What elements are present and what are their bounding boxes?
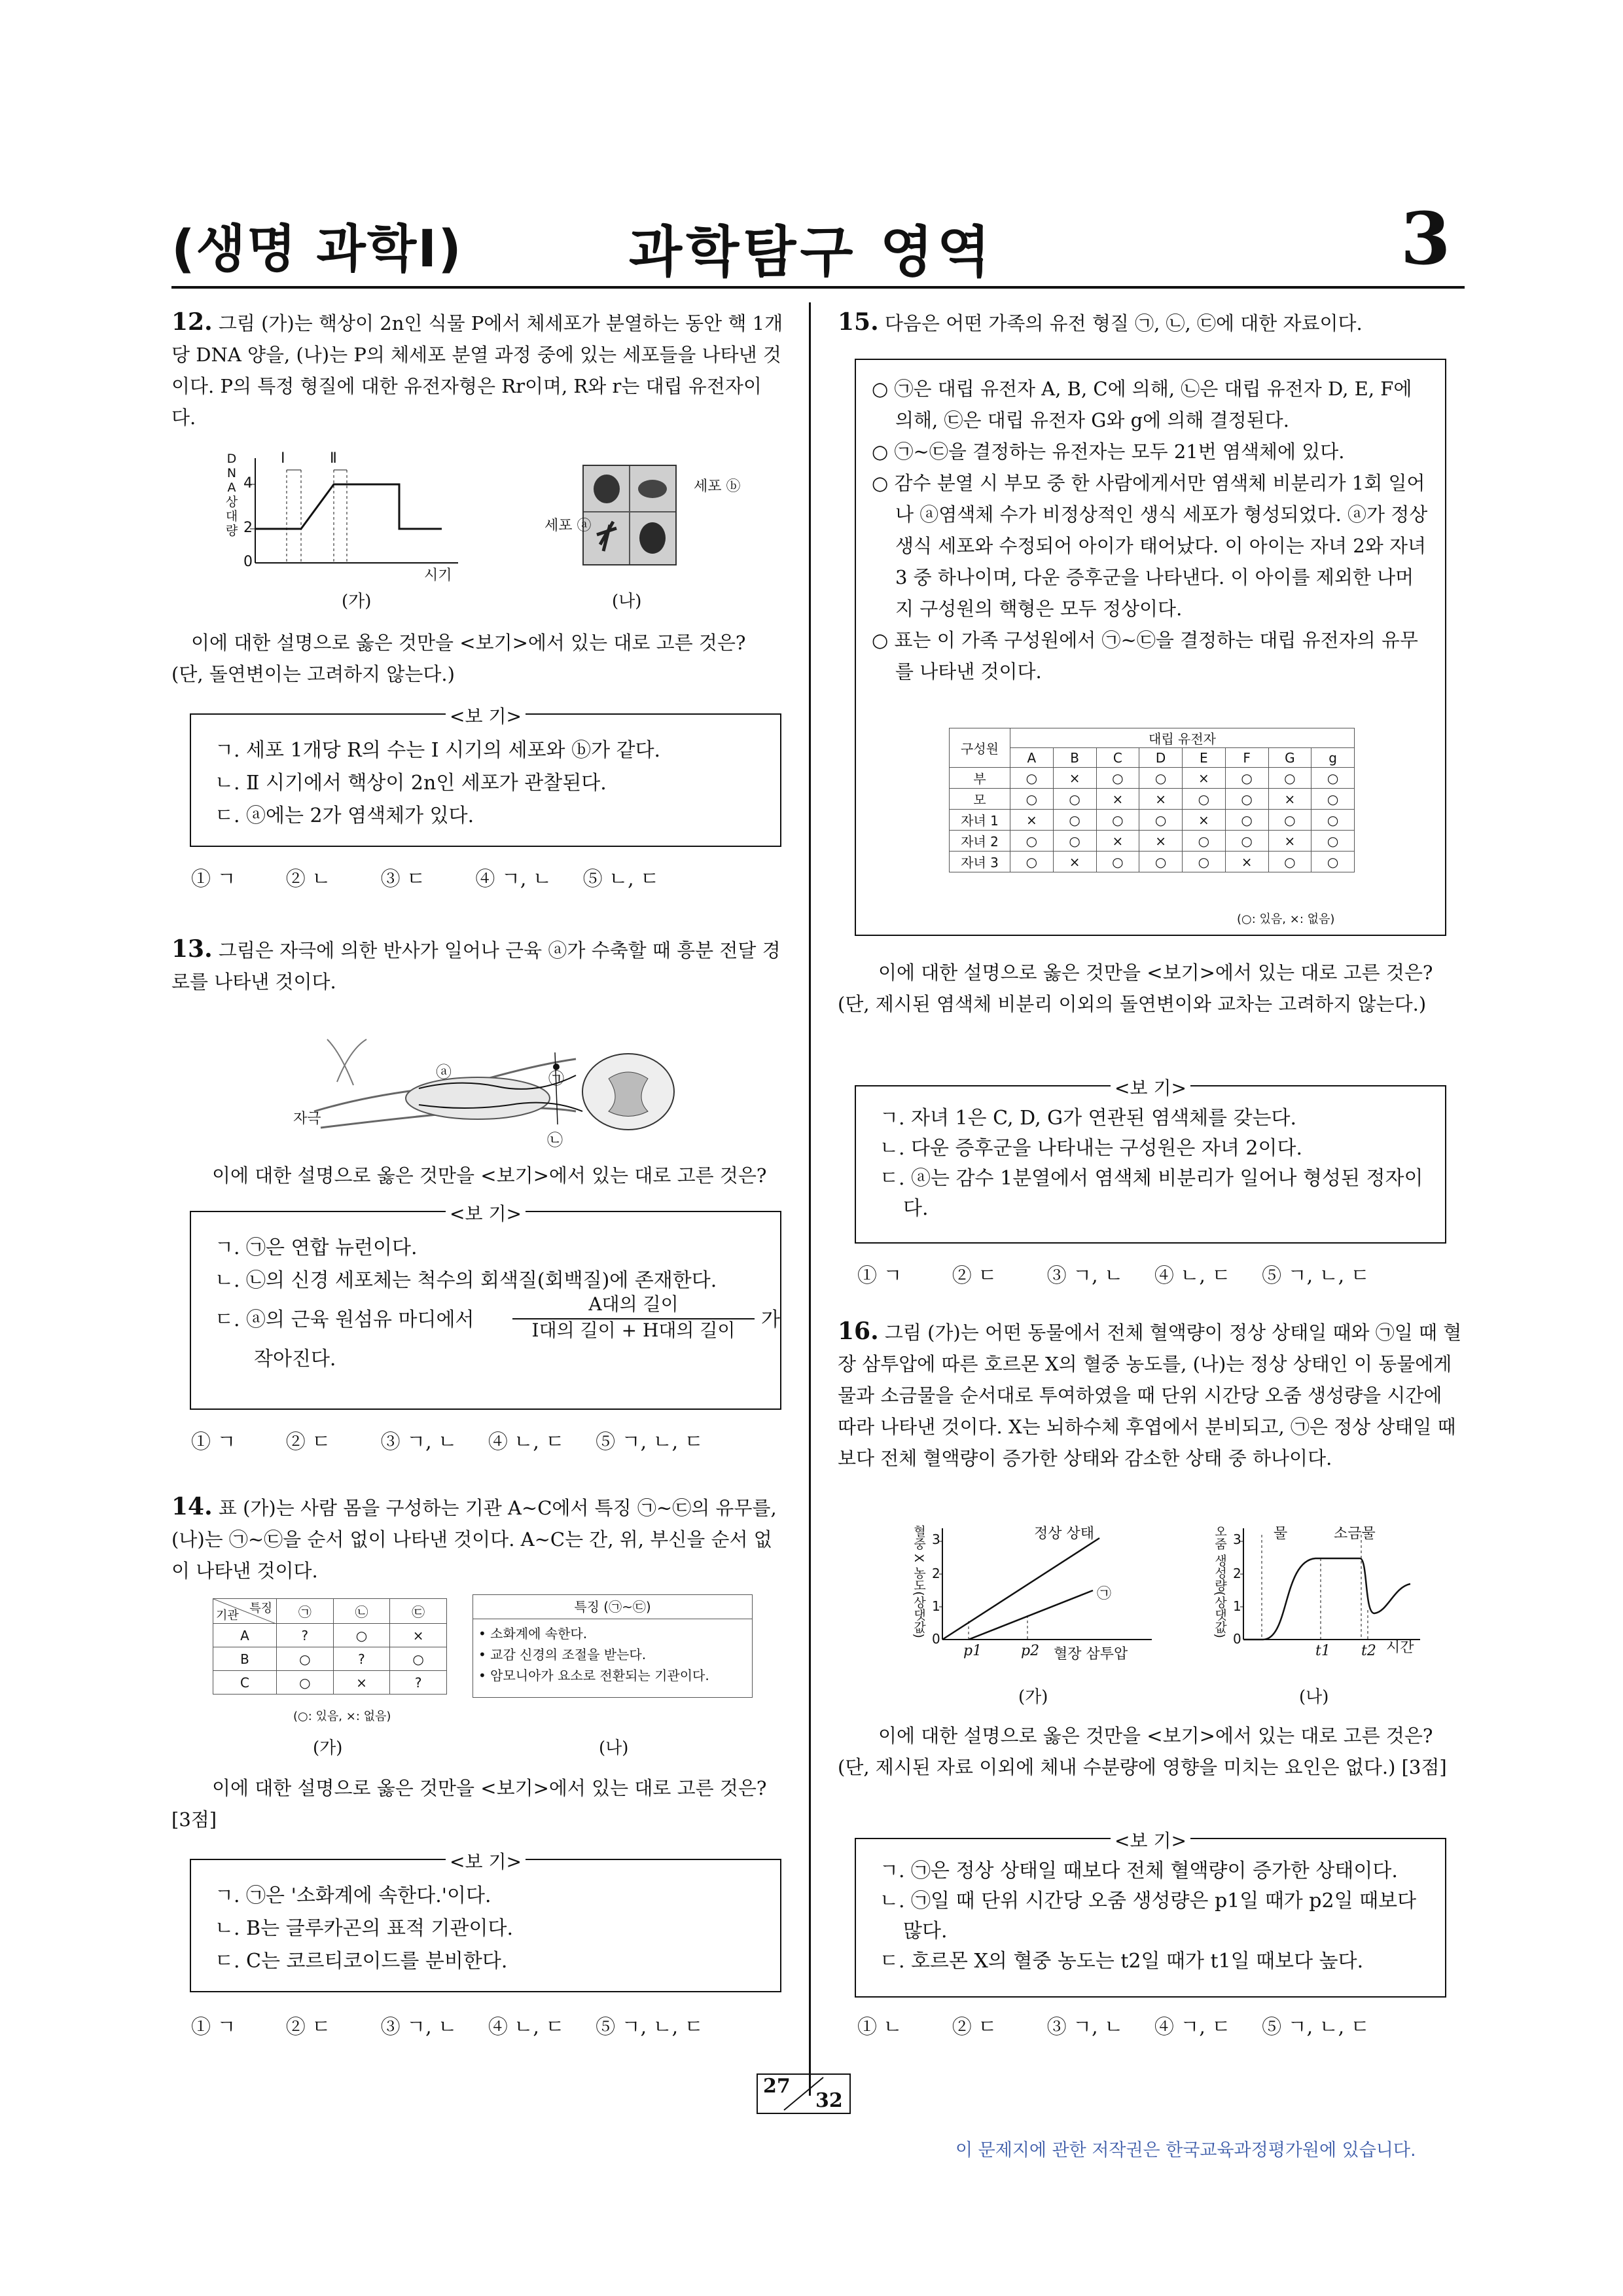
q16-a-xlabel: 혈장 삼투압 <box>1054 1646 1128 1662</box>
table-header: D <box>1139 748 1183 768</box>
question-14 <box>171 1491 783 1587</box>
table-header: E <box>1183 748 1226 768</box>
table-cell: 자녀 3 <box>950 852 1010 872</box>
table-cell: ○ <box>1010 831 1054 852</box>
table-cell: C <box>213 1671 277 1695</box>
fraction-denominator: I대의 길이 + H대의 길이 <box>531 1319 736 1341</box>
table-cell: ○ <box>1225 831 1268 852</box>
table-cell: 모 <box>950 789 1010 810</box>
table-cell: ○ <box>1139 768 1183 789</box>
table-header: 대립 유전자 <box>1010 728 1355 748</box>
table-cell: ○ <box>1139 810 1183 831</box>
bogi-title: <보 기> <box>1111 1830 1190 1852</box>
copyright-notice: 이 문제지에 관한 저작권은 한국교육과정평가원에 있습니다. <box>955 2140 1416 2161</box>
table-header: G <box>1268 748 1311 768</box>
table-cell: × <box>333 1671 390 1695</box>
table-cell: ○ <box>1268 768 1311 789</box>
table-cell: ○ <box>1183 789 1226 810</box>
table-cell: ? <box>277 1624 334 1647</box>
table-cell: × <box>1268 831 1311 852</box>
q14-features-box <box>473 1594 753 1698</box>
question-number: 16. <box>838 1318 879 1345</box>
q12-cell-a-label: 세포 ⓐ <box>544 518 592 534</box>
bogi-item: ㄱ. 자녀 1은 C, D, G가 연관된 염색체를 갖는다. <box>880 1107 1297 1130</box>
q15-bogi-box <box>855 1077 1446 1244</box>
feature-item: • 교감 신경의 조절을 받는다. <box>478 1647 647 1662</box>
table-row <box>950 852 1355 872</box>
feature-item: • 암모니아가 요소로 전환되는 기관이다. <box>478 1668 709 1683</box>
question-15 <box>838 306 1466 339</box>
question-number: 13. <box>171 935 213 963</box>
q13-label-1: ㉠ <box>548 1069 564 1088</box>
q16-b-t1: t1 <box>1315 1643 1330 1659</box>
table-cell: ○ <box>1010 768 1054 789</box>
q16-graph-a <box>903 1522 1178 1672</box>
tick-label: 0 <box>932 1631 940 1647</box>
table-cell: × <box>1268 789 1311 810</box>
table-row <box>950 831 1355 852</box>
table-cell: × <box>1139 831 1183 852</box>
q16-a-curve-label: ㉠ <box>1097 1586 1112 1602</box>
bogi-item: ㄱ. ㉠은 '소화계에 속한다.'이다. <box>215 1884 491 1907</box>
table-header: ㉢ <box>390 1599 447 1624</box>
question-12 <box>171 306 783 433</box>
table-cell: B <box>213 1647 277 1671</box>
table-cell: ○ <box>1183 831 1226 852</box>
bogi-item: ㄷ. ⓐ의 근육 원섬유 마디에서 <box>215 1308 474 1331</box>
table-row <box>213 1624 447 1647</box>
fraction-numerator: A대의 길이 <box>588 1293 679 1315</box>
table-cell: ○ <box>1096 810 1139 831</box>
column-divider <box>809 302 811 2096</box>
table-cell: ○ <box>1311 831 1355 852</box>
page-counter <box>757 2073 851 2114</box>
table-cell: × <box>390 1624 447 1647</box>
q14-fig-a-label: (가) <box>313 1738 343 1758</box>
table-cell: ○ <box>1010 852 1054 872</box>
table-cell: ○ <box>277 1647 334 1671</box>
table-cell: ○ <box>1053 810 1096 831</box>
header-rule <box>171 286 1465 289</box>
q14-table <box>213 1598 447 1695</box>
question-text: 표 (가)는 사람 몸을 구성하는 기관 A~C에서 특징 ㉠~㉢의 유무를, (나)는 ㉠~㉢을 순서 없이 나타낸 것이다. A~C는 간, 위, 부신을 순서 없이 나타낸 것이다. <box>171 1497 777 1582</box>
bogi-title: <보 기> <box>446 706 526 727</box>
question-number: 15. <box>838 308 879 336</box>
q12-period-2: Ⅱ <box>330 450 337 467</box>
q12-y-axis-label: DNA상대량 <box>225 452 238 538</box>
q14-bogi-box <box>190 1851 781 1992</box>
page-total: 32 <box>815 2089 843 2112</box>
features-title: 특징 (㉠~㉢) <box>473 1595 752 1619</box>
tick-label: 2 <box>932 1566 940 1581</box>
table-cell: ○ <box>1311 852 1355 872</box>
tick-label: 3 <box>932 1532 940 1547</box>
q13-choices[interactable]: ① ㄱ ② ㄷ ③ ㄱ, ㄴ ④ ㄴ, ㄷ ⑤ ㄱ, ㄴ, ㄷ <box>191 1431 704 1454</box>
bogi-title: <보 기> <box>446 1203 526 1225</box>
table-cell: × <box>1139 789 1183 810</box>
data-bullet: ○ ㉠~㉢을 결정하는 유전자는 모두 21번 염색체에 있다. <box>872 440 1345 463</box>
q14-legend: (○: 있음, ×: 없음) <box>293 1710 391 1723</box>
q15-allele-table <box>949 728 1355 872</box>
table-cell: × <box>1183 768 1226 789</box>
table-cell: ○ <box>1311 768 1355 789</box>
bogi-item: ㄴ. 다운 증후군을 나타내는 구성원은 자녀 2이다. <box>880 1137 1302 1160</box>
question-13 <box>171 933 783 997</box>
question-text: 다음은 어떤 가족의 유전 형질 ㉠, ㉡, ㉢에 대한 자료이다. <box>884 312 1363 334</box>
bogi-item: ㄱ. ㉠은 연합 뉴런이다. <box>215 1236 418 1259</box>
table-row <box>950 810 1355 831</box>
subject-title: (생명 과학Ⅰ) <box>171 220 463 279</box>
question-number: 12. <box>171 308 213 336</box>
q12-period-1: Ⅰ <box>281 450 285 467</box>
q14-choices[interactable]: ① ㄱ ② ㄷ ③ ㄱ, ㄴ ④ ㄴ, ㄷ ⑤ ㄱ, ㄴ, ㄷ <box>191 2016 704 2039</box>
table-cell: ○ <box>1096 852 1139 872</box>
question-number: 14. <box>171 1493 213 1520</box>
table-cell: ○ <box>1096 768 1139 789</box>
bogi-item-continued: 작아진다. <box>254 1348 336 1371</box>
table-header: 구성원 <box>950 728 1010 768</box>
q15-choices[interactable]: ① ㄱ ② ㄷ ③ ㄱ, ㄴ ④ ㄴ, ㄷ ⑤ ㄱ, ㄴ, ㄷ <box>857 1265 1370 1287</box>
bogi-item: ㄴ. ㉡의 신경 세포체는 척수의 회색질(회백질)에 존재한다. <box>215 1269 717 1292</box>
table-cell: × <box>1010 810 1054 831</box>
bogi-title: <보 기> <box>1111 1077 1190 1099</box>
tick-label: 2 <box>1233 1566 1241 1581</box>
table-cell: × <box>1225 852 1268 872</box>
data-bullet: ○ 표는 이 가족 구성원에서 ㉠~㉢을 결정하는 대립 유전자의 유무를 나타낸 것이다. <box>872 629 1418 683</box>
q16-question: 이에 대한 설명으로 옳은 것만을 <보기>에서 있는 대로 고른 것은? (단, 제시된 자료 이외에 체내 수분량에 영향을 미치는 요인은 없다.) [3점] <box>838 1725 1447 1778</box>
q12-tick-4: 4 <box>243 475 253 492</box>
table-cell: ○ <box>1225 789 1268 810</box>
q13-stimulus-label: 자극 <box>293 1111 321 1127</box>
q13-bogi-box <box>190 1203 781 1410</box>
table-cell: 부 <box>950 768 1010 789</box>
table-cell: × <box>1183 810 1226 831</box>
q12-bogi-box <box>190 706 781 847</box>
table-cell: ○ <box>1053 831 1096 852</box>
table-cell: × <box>1053 768 1096 789</box>
table-corner-top: 특징 <box>249 1602 272 1615</box>
question-text: 그림 (가)는 핵상이 2n인 식물 P에서 체세포가 분열하는 동안 핵 1개당 DNA 양을, (나)는 P의 체세포 분열 과정 중에 있는 세포들을 나타낸 것이다. P의 특정 형질에 대한 유전자형은 Rr이며, R와 r는 대립 유전자이다. <box>171 312 783 429</box>
table-cell: ? <box>390 1671 447 1695</box>
q16-b-t2: t2 <box>1361 1643 1376 1659</box>
table-header: ㉠ <box>277 1599 334 1624</box>
table-cell: × <box>1096 789 1139 810</box>
bogi-title: <보 기> <box>446 1851 526 1873</box>
table-header: B <box>1053 748 1096 768</box>
tick-label: 1 <box>1233 1598 1241 1614</box>
bogi-item: ㄴ. B는 글루카곤의 표적 기관이다. <box>215 1917 514 1940</box>
page-current: 27 <box>763 2075 791 2098</box>
q16-a-p1: p1 <box>963 1643 982 1659</box>
q16-a-normal-label: 정상 상태 <box>1034 1526 1095 1542</box>
table-cell: × <box>1053 852 1096 872</box>
q16-fig-a-label: (가) <box>1018 1687 1048 1707</box>
page-number: 3 <box>1400 196 1451 281</box>
table-cell: ○ <box>1311 789 1355 810</box>
table-cell: ○ <box>1225 810 1268 831</box>
tick-label: 0 <box>1233 1631 1241 1647</box>
table-row <box>213 1647 447 1671</box>
table-cell: ○ <box>1053 789 1096 810</box>
bogi-item-suffix: 가 <box>761 1308 780 1331</box>
bogi-item: ㄱ. 세포 1개당 R의 수는 Ⅰ 시기의 세포와 ⓑ가 같다. <box>215 739 661 762</box>
feature-item: • 소화계에 속한다. <box>478 1626 588 1641</box>
q16-bogi-box <box>855 1830 1446 1998</box>
q12-tick-2: 2 <box>243 520 253 536</box>
table-cell: ○ <box>1010 789 1054 810</box>
table-header: A <box>1010 748 1054 768</box>
table-cell: ○ <box>1183 852 1226 872</box>
q13-reflex-diagram <box>301 1013 707 1164</box>
page-title: 과학탐구 영역 <box>628 220 995 284</box>
bogi-item: ㄷ. ⓐ에는 2가 염색체가 있다. <box>215 804 474 827</box>
table-cell: ○ <box>277 1671 334 1695</box>
bogi-item: ㄷ. C는 코르티코이드를 분비한다. <box>215 1950 508 1973</box>
q16-b-xlabel: 시간 <box>1386 1640 1414 1656</box>
q15-question: 이에 대한 설명으로 옳은 것만을 <보기>에서 있는 대로 고른 것은? (단, 제시된 염색체 비분리 이외의 돌연변이와 교차는 고려하지 않는다.) <box>838 961 1433 1015</box>
bogi-item: ㄱ. ㉠은 정상 상태일 때보다 전체 혈액량이 증가한 상태이다. <box>880 1859 1398 1882</box>
data-bullet: ○ 감수 분열 시 부모 중 한 사람에게서만 염색체 비분리가 1회 일어나 ⓐ염색체 수가 비정상적인 생식 세포가 형성되었다. ⓐ가 정상 생식 세포와 수정되어 아이가 태어났다. 이 아이는 자녀 2와 자녀 3 중 하나이며, 다운 증후군을 나타낸다. 이 아이를 제외한 나머지 구성원의 핵형은 모두 정상이다. <box>872 472 1428 620</box>
bogi-item: ㄴ. ㉠일 때 단위 시간당 오줌 생성량은 p1일 때가 p2일 때보다 많다. <box>880 1890 1417 1943</box>
table-cell: ? <box>333 1647 390 1671</box>
q16-a-p2: p2 <box>1021 1643 1040 1659</box>
bogi-item: ㄷ. ⓐ는 감수 1분열에서 염색체 비분리가 일어나 형성된 정자이다. <box>880 1167 1423 1220</box>
q15-legend: (○: 있음, ×: 없음) <box>1237 912 1335 926</box>
q13-label-a: ⓐ <box>436 1063 452 1081</box>
q12-cell-b-label: 세포 ⓑ <box>694 478 741 495</box>
table-cell: ○ <box>1311 810 1355 831</box>
q14-question: 이에 대한 설명으로 옳은 것만을 <보기>에서 있는 대로 고른 것은? [3점] <box>171 1777 767 1831</box>
q16-b-salt-label: 소금물 <box>1334 1526 1376 1542</box>
data-bullet: ○ ㉠은 대립 유전자 A, B, C에 의해, ㉡은 대립 유전자 D, E, F에 의해, ㉢은 대립 유전자 G와 g에 의해 결정된다. <box>872 378 1412 431</box>
q12-choices[interactable]: ① ㄱ ② ㄴ ③ ㄷ ④ ㄱ, ㄴ ⑤ ㄴ, ㄷ <box>191 868 660 891</box>
q16-fig-b-label: (나) <box>1299 1687 1329 1707</box>
table-cell: × <box>1096 831 1139 852</box>
q12-fig-a-label: (가) <box>342 592 372 611</box>
tick-label: 1 <box>932 1598 940 1614</box>
table-row <box>950 768 1355 789</box>
table-cell: 자녀 2 <box>950 831 1010 852</box>
table-cell: A <box>213 1624 277 1647</box>
table-header: ㉡ <box>333 1599 390 1624</box>
table-header: g <box>1311 748 1355 768</box>
table-header: F <box>1225 748 1268 768</box>
table-header: C <box>1096 748 1139 768</box>
q12-cell-micrograph <box>582 465 677 565</box>
q16-a-ylabel: 혈중 X 농도(상댓값) <box>912 1525 926 1638</box>
q14-fig-b-label: (나) <box>599 1738 629 1758</box>
q12-question: 이에 대한 설명으로 옳은 것만을 <보기>에서 있는 대로 고른 것은? (단, 돌연변이는 고려하지 않는다.) <box>171 632 746 685</box>
table-cell: ○ <box>1139 852 1183 872</box>
table-cell: ○ <box>1268 810 1311 831</box>
q16-choices[interactable]: ① ㄴ ② ㄷ ③ ㄱ, ㄴ ④ ㄱ, ㄷ ⑤ ㄱ, ㄴ, ㄷ <box>857 2016 1370 2039</box>
tick-label: 3 <box>1233 1532 1241 1547</box>
bogi-item: ㄷ. 호르몬 X의 혈중 농도는 t2일 때가 t1일 때보다 높다. <box>880 1950 1364 1973</box>
q12-fig-b-label: (나) <box>612 592 642 611</box>
table-cell: ○ <box>1268 852 1311 872</box>
q16-b-ylabel: 오줌 생성량(상댓값) <box>1213 1525 1227 1638</box>
q13-question: 이에 대한 설명으로 옳은 것만을 <보기>에서 있는 대로 고른 것은? <box>212 1164 767 1187</box>
bogi-item: ㄴ. Ⅱ 시기에서 핵상이 2n인 세포가 관찰된다. <box>215 772 607 795</box>
q16-b-water-label: 물 <box>1274 1526 1288 1542</box>
q12-tick-0: 0 <box>243 554 253 570</box>
question-text: 그림 (가)는 어떤 동물에서 전체 혈액량이 정상 상태일 때와 ㉠일 때 혈장 삼투압에 따른 호르몬 X의 혈중 농도를, (나)는 정상 상태인 이 동물에게 물과 소금물을 순서대로 투여하였을 때 단위 시간당 오줌 생성량을 시간에 따라 나타낸 것이다. X는 뇌하수체 후엽에서 분비되고, ㉠은 정상 상태일 때보다 전체 혈액량이 증가한 상태와 감소한 상태 중 하나이다. <box>838 1321 1462 1469</box>
table-cell: ○ <box>333 1624 390 1647</box>
table-cell: ○ <box>390 1647 447 1671</box>
table-row <box>950 789 1355 810</box>
table-cell: 자녀 1 <box>950 810 1010 831</box>
q12-x-axis-label: 시기 <box>424 567 452 584</box>
q13-label-2: ㉡ <box>547 1131 563 1149</box>
table-cell: ○ <box>1225 768 1268 789</box>
table-row <box>213 1671 447 1695</box>
table-corner-bottom: 기관 <box>216 1609 239 1623</box>
question-text: 그림은 자극에 의한 반사가 일어나 근육 ⓐ가 수축할 때 흥분 전달 경로를 나타낸 것이다. <box>171 939 781 993</box>
question-16 <box>838 1316 1466 1474</box>
